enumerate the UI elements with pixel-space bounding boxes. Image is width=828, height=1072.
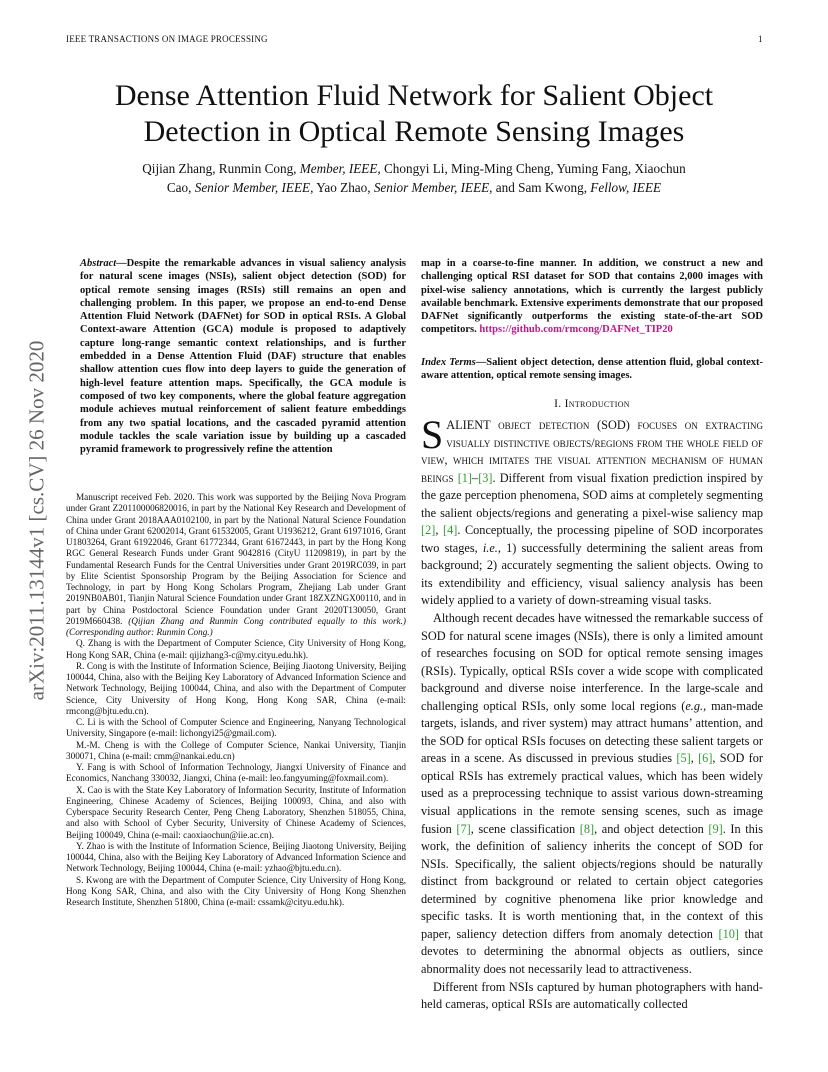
title-line-1: Dense Attention Fluid Network for Salient Object	[114, 79, 714, 112]
index-terms-label: Index Terms	[421, 357, 476, 368]
arxiv-stamp-text: arXiv:2011.13144v1 [cs.CV] 26 Nov 2020	[24, 340, 49, 700]
citation-link[interactable]: [9]	[708, 821, 723, 836]
abstract-column-1	[80, 257, 406, 456]
paragraph-text: e.g.	[685, 698, 704, 713]
footnote-affiliation: X. Cao is with the State Key Laboratory of Information Security, Institute of Information Engineering, Chinese Academy of Sciences, Beijing 100093, China, and also with Cyberspace Security Research Center, Peng Cheng Laboratory, Shenzhen 518055, China, and also with School of Cyber Security, University of Chinese Academy of Sciences, Beijing 100049, China (e-mail: caoxiaochun@iie.ac.cn).	[66, 784, 406, 840]
footnote-affiliation: Y. Fang is with School of Information Technology, Jiangxi University of Finance and Economics, Nanchang 330032, Jiangxi, China (e-mail: leo.fangyuming@foxmail.com).	[66, 762, 406, 784]
author-membership: Member, IEEE,	[299, 161, 381, 176]
authors-text: and Sam Kwong,	[495, 180, 587, 195]
authors-text: Cao,	[166, 180, 192, 195]
footnote-affiliation: C. Li is with the School of Computer Science and Engineering, Nanyang Technological University, Singapore (e-mail: lichongyi25@gmail.com).	[66, 717, 406, 739]
paragraph-text: ,	[690, 751, 699, 766]
authors-text: Qijian Zhang, Runmin Cong,	[142, 161, 297, 176]
citation-link[interactable]: [5]	[676, 751, 691, 766]
abstract-text: —Despite the remarkable advances in visual saliency analysis for natural scene images (NSIs), salient object detection (SOD) for optical remote sensing images (RSIs) still remains an open and challenging problem. In this paper, we propose an end-to-end Dense Attention Fluid Network (DAFNet) for SOD in optical RSIs. A Global Context-aware Attention (GCA) module is proposed to adaptively capture long-range semantic context relationships, and is further embedded in a Dense Attention Fluid (DAF) structure that enables shallow attention cues flow into deep layers to guide the generation of high-level feature attention maps. Specifically, the GCA module is composed of two key components, where the global feature aggregation module achieves mutual reinforcement of salient feature embeddings from any two spatial locations, and the cascaded pyramid attention module tackles the scale variation issue by building up a cascaded pyramid framework to progressively refine the attention	[80, 258, 406, 456]
paragraph-text: , 1) successfully determining the salient areas from background; 2) accurately segmenting the salient objects. Owing to its extendibility and efficiency, visual saliency analysis has been widely applied to a variety of down-streaming visual tasks.	[421, 540, 763, 608]
author-membership: Senior Member, IEEE,	[373, 180, 493, 195]
authors-text: Yao Zhao,	[316, 180, 371, 195]
paragraph-text: ,	[435, 523, 443, 538]
citation-link[interactable]: [4]	[442, 523, 458, 538]
footnote-note: (Qijian Zhang and Runmin Cong contributed equally to this work.) (Corresponding author: Runmin Cong.)	[66, 615, 406, 637]
paper-title	[60, 78, 768, 150]
footnote-affiliation: S. Kwong are with the Department of Computer Science, City University of Hong Kong, Hong Kong SAR, China, and also with the City University of Hong Kong Shenzhen Research Institute, Shenzhen 51800, China (e-mail: cssamk@cityu.edu.hk).	[66, 874, 406, 907]
footnote-funding	[66, 492, 406, 638]
paragraph-text: , man-made targets, islands, and river system) may attract humans’ attention, and the SOD for optical RSIs focuses on detecting these salient targets or areas in a scene. As discussed in previous studies	[421, 698, 764, 766]
author-membership: Fellow, IEEE	[590, 180, 662, 195]
footnote-affiliation: R. Cong is with the Institute of Information Science, Beijing Jiaotong University, Beijing 100044, China, also with the Beijing Key Laboratory of Advanced Information Science and Network Technology, Beijing 100044, China, and also with the Department of Computer Science, City University of Hong Kong, Hong Kong SAR, China (e-mail: rmcong@bjtu.edu.cn).	[66, 660, 406, 716]
index-terms	[421, 356, 763, 383]
citation-link[interactable]: [8]	[579, 821, 595, 836]
authors-text: Chongyi Li, Ming-Ming Cheng, Yuming Fang, Xiaochun	[384, 161, 686, 176]
paragraph-text: . Conceptually, the processing pipeline of SOD incorporates two stages,	[421, 523, 763, 555]
section-number: I.	[554, 398, 562, 410]
arxiv-stamp	[22, 280, 52, 760]
section-title: Introduction	[564, 398, 630, 410]
paragraph	[421, 412, 763, 610]
paragraph-text: . In this work, the definition of saliency inherits the concept of SOD for NSIs. Specifically, the salient objects/regions should be naturally distinct from background or related to certain object categories determined by cognitive phenomena like prior knowledge and specific tasks. It is worth mentioning that, in the context of this paper, saliency detection differs from anomaly detection	[421, 821, 764, 941]
citation-link[interactable]: [10]	[718, 926, 739, 941]
body-text	[421, 412, 764, 1014]
footnote-affiliation: M.-M. Cheng is with the College of Computer Science, Nankai University, Tianjin 300071, China (e-mail: cmm@nankai.edu.cn)	[66, 739, 406, 761]
section-heading	[421, 398, 763, 410]
title-line-2: Detection in Optical Remote Sensing Images	[143, 115, 685, 148]
paragraph-text: , scene classification	[470, 821, 580, 836]
github-link[interactable]: https://github.com/rmcong/DAFNet_TIP20	[479, 324, 673, 336]
abstract-label: Abstract	[80, 258, 117, 269]
paragraph-text: i.e.	[482, 540, 498, 555]
citation-link[interactable]: [3]	[478, 470, 493, 485]
citation-link[interactable]: [6]	[698, 751, 713, 766]
paragraph-text: ALIENT object detection (SOD) focuses on extracting visually distinctive objects/regions from the whole field of view, which imitates the visual attention mechanism of human beings	[421, 418, 763, 485]
footnotes	[66, 492, 406, 908]
footnote-affiliation: Q. Zhang is with the Department of Computer Science, City University of Hong Kong, Hong Kong SAR, China (e-mail: qijizhang3-c@my.cityu.edu.hk).	[66, 638, 406, 660]
author-membership: Senior Member, IEEE,	[194, 180, 314, 195]
author-list	[86, 159, 742, 197]
paragraph-text: , and object detection	[594, 821, 709, 836]
paragraph-text: Although recent decades have witnessed the remarkable success of SOD for natural scene images (NSIs), there is only a limited amount of researches focusing on SOD for optical remote sensing images (RSIs). Typically, optical RSIs cover a wide scope with complicated background and diverse noise interference. In the large-scale and challenging optical RSIs, only some local regions (	[421, 611, 763, 713]
paragraph-text: that devotes to determining the abnormal objects as outliers, since abnormality does not necessarily lead to attractiveness.	[421, 926, 764, 976]
footnote-affiliation: Y. Zhao is with the Institute of Information Science, Beijing Jiaotong University, Beijing 100044, China, also with the Beijing Key Laboratory of Advanced Information Science and Network Technology, Beijing 100044, China (e-mail: yzhao@bjtu.edu.cn).	[66, 840, 406, 874]
abstract-column-2	[421, 257, 763, 337]
citation-link[interactable]: [1]	[457, 470, 473, 485]
paragraph	[421, 610, 763, 978]
drop-cap: S	[421, 412, 444, 457]
abstract-text-continued: map in a coarse-to-fine manner. In addition, we construct a new and challenging optical RSI dataset for SOD that contains 2,000 images with pixel-wise saliency annotations, which is currently the largest publicly available benchmark. Extensive experiments demonstrate that our proposed DAFNet significantly outperforms the existing state-of-the-art SOD competitors.	[421, 258, 763, 336]
page-number: 1	[758, 34, 763, 44]
paragraph-text: –	[472, 470, 479, 485]
running-head: IEEE TRANSACTIONS ON IMAGE PROCESSING	[66, 34, 268, 44]
citation-link[interactable]: [7]	[456, 821, 471, 836]
index-terms-text: —Salient object detection, dense attention fluid, global context-aware attention, optical remote sensing images.	[421, 357, 763, 382]
paragraph-text: . Different from visual fixation prediction inspired by the gaze perception phenomena, SOD aims at completely segmenting the salient objects/regions and generating a pixel-wise saliency map	[421, 470, 763, 520]
paragraph: Different from NSIs captured by human photographers with hand-held cameras, optical RSIs are automatically collected	[421, 979, 763, 1012]
paragraph-text: , SOD for optical RSIs has extremely practical values, which has been widely used as a preprocessing technique to assist various down-streaming visual applications in the remote sensing scenes, such as image fusion	[421, 751, 763, 836]
footnote-text: Manuscript received Feb. 2020. This work was supported by the Beijing Nova Program under Grant Z201100006820016, in part by the National Key Research and Development of China under Grant 2018AAA0102100, in part by the National Natural Science Foundation of China under Grant 62002014, Grant 61532005, Grant U1936212, Grant 61971016, Grant U1803264, Grant 61922046, Grant 61772344, Grant 61672443, in part by the Hong Kong RGC General Research Funds under Grant 9042816 (CityU 11209819), in part by the Fundamental Research Funds for the Central Universities under Grant 2019RC039, in part by Elite Scientist Sponsorship Program by the Beijing Association for Science and Technology, in part by Hong Kong Scholars Program, Zhejiang Lab under Grant 2019NB0AB01, Tianjin Natural Science Foundation under Grant 18ZXZNGX00110, and in part by China Postdoctoral Science Foundation under Grant 2020T130050, Grant 2019M660438.	[66, 492, 406, 626]
citation-link[interactable]: [2]	[421, 523, 436, 538]
